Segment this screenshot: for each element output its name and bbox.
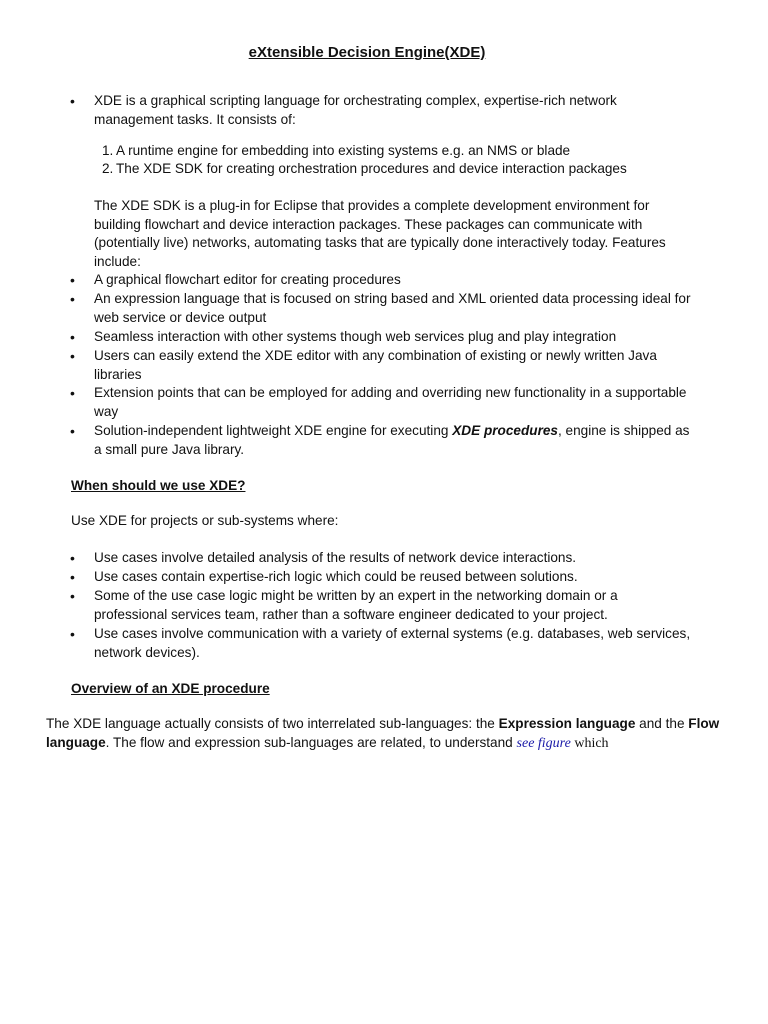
when-heading: When should we use XDE? — [71, 478, 246, 493]
use-case-item: • Use cases contain expertise-rich logic which could be reused between solutions. — [94, 568, 694, 587]
document-title: eXtensible Decision Engine(XDE) — [248, 44, 486, 61]
overview-text: The XDE language actually consists of two interrelated sub-languages: the — [46, 716, 499, 731]
overview-text: which — [570, 735, 609, 751]
numbered-item-marker: 1. — [102, 143, 114, 158]
use-case-item: • Some of the use case logic might be written by an expert in the networking domain or a professional services team, rather than a software engineer dedicated to your project. — [94, 587, 694, 624]
when-intro: Use XDE for projects or sub-systems where: — [71, 513, 339, 528]
feature-item: • Seamless interaction with other systems though web services plug and play integration — [94, 328, 694, 347]
use-case-item: • Use cases involve detailed analysis of the results of network device interactions. — [94, 549, 694, 568]
feature-item: • A graphical flowchart editor for creating procedures — [94, 271, 694, 290]
see-figure-link[interactable]: see figure — [516, 735, 571, 751]
overview-text: and the — [635, 716, 689, 731]
feature-item: • Extension points that can be employed for adding and overriding new functionality in a supportable way — [94, 384, 694, 421]
feature-emphasis: XDE procedures — [452, 423, 558, 438]
overview-heading: Overview of an XDE procedure — [71, 681, 270, 696]
feature-text: , engine is shipped as a small pure Java library. — [94, 423, 690, 457]
overview-paragraph — [46, 715, 736, 753]
feature-item: • Users can easily extend the XDE editor with any combination of existing or newly written Java libraries — [94, 347, 694, 384]
feature-item: • An expression language that is focused on string based and XML oriented data processing ideal for web service or device output — [94, 290, 694, 327]
feature-item-last — [94, 422, 694, 459]
feature-text: Solution-independent lightweight XDE engine for executing — [94, 423, 453, 438]
expression-language-term: Expression language — [498, 716, 636, 731]
overview-text: . The flow and expression sub-languages are related, to understand — [105, 734, 517, 750]
numbered-item-1 — [102, 142, 716, 161]
numbered-item-text: The XDE SDK for creating orchestration procedures and device interaction packages — [116, 161, 627, 176]
numbered-item-marker: 2. — [102, 161, 114, 176]
intro-bullet: • XDE is a graphical scripting language for orchestrating complex, expertise-rich network management tasks. It consists of: — [94, 92, 694, 129]
numbered-item-text: A runtime engine for embedding into existing systems e.g. an NMS or blade — [116, 143, 571, 158]
use-case-item: • Use cases involve communication with a variety of external systems (e.g. databases, web services, network devices). — [94, 625, 694, 662]
sdk-paragraph: The XDE SDK is a plug-in for Eclipse that provides a complete development environment for building flowchart and device interaction packages. These packages can communicate with (potentially live) networks, automating tasks that are typically done interactively today. Features include: — [94, 198, 666, 269]
flow-language-term: Flow language — [46, 716, 720, 750]
numbered-item-2 — [102, 160, 716, 179]
